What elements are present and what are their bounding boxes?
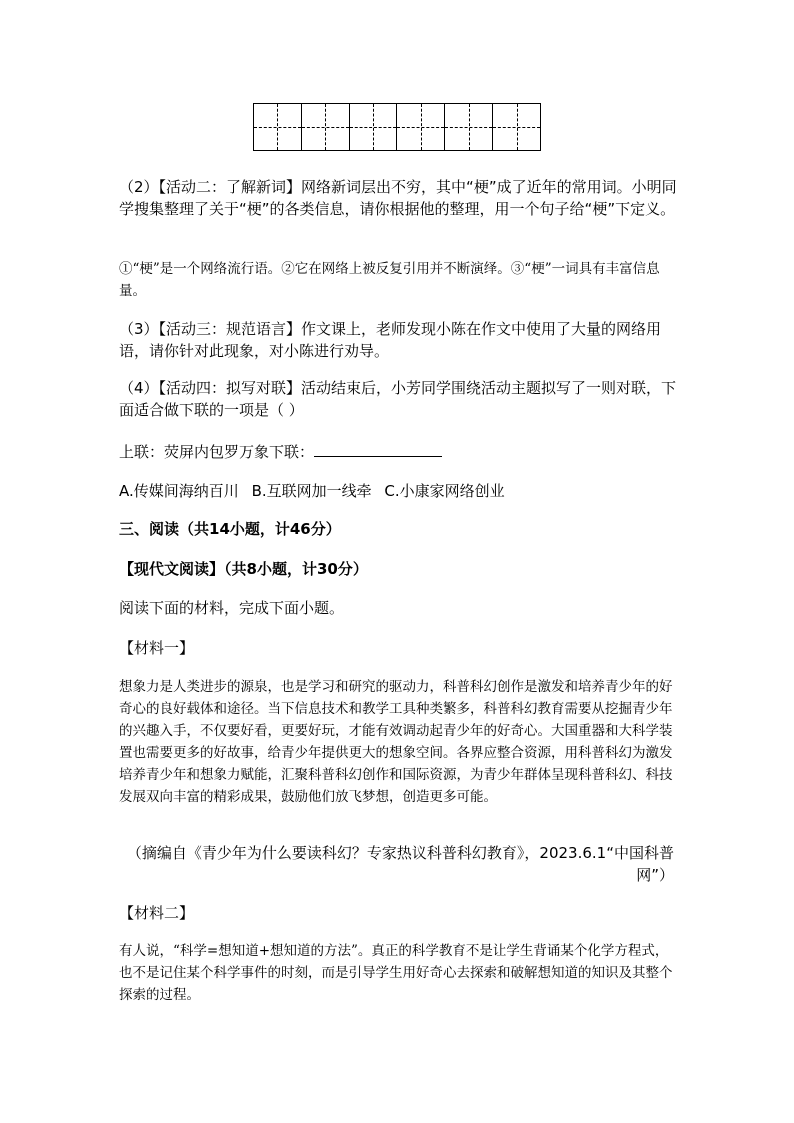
material-1-text: 想象力是人类进步的源泉，也是学习和研究的驱动力，科普科幻创作是激发和培养青少年的好奇心的良好载体和途径。当下信息技术和教学工具种类繁多，科普科幻教育需要从挖掘青少年的兴趣入手，不仅要好看，更要好玩，才能有效调动起青少年的好奇心。大国重器和大科学装置也需要更多的好故事，给青少年提供更大的想象空间。各界应整合资源，用科普科幻为激发培养青少年和想象力赋能，汇聚科普科幻创作和国际资源，为青少年群体呈现科普科幻、科技发展双向丰富的精彩成果，鼓励他们放飞梦想，创造更多可能。 [119,679,673,805]
answer-blank [314,440,442,457]
grid-cell [350,104,398,150]
material-1-label: 【材料一】 [119,639,195,657]
modern-reading-title: 【现代文阅读】（共8小题，计30分） [119,560,368,578]
grid-cell [493,104,540,150]
options-line [119,480,679,502]
option-c: C.小康家网络创业 [384,482,505,500]
grid-cell [254,104,302,150]
material-1-source: （摘编自《青少年为什么要读科幻？专家热议科普科幻教育》，2023.6.1“中国科普网”） [126,844,674,884]
grid-cell [397,104,445,150]
option-b: B.互联网加一线牵 [251,482,372,500]
info-list: ①“梗”是一个网络流行语。②它在网络上被反复引用并不断演绎。③“梗”一词具有丰富信息量。 [119,261,660,299]
grid-cell [302,104,350,150]
section-3-title: 三、阅读（共14小题，计46分） [119,520,341,538]
material-2-label: 【材料二】 [119,904,195,922]
reading-instruction: 阅读下面的材料，完成下面小题。 [119,599,345,617]
answer-grid [253,103,541,151]
couplet-line [119,440,679,463]
couplet-prefix: 上联：荧屏内包罗万象下联： [119,443,315,461]
material-2-text: 有人说，“科学=想知道+想知道的方法”。真正的科学教育不是让学生背诵某个化学方程式，也不是记住某个科学事件的时刻，而是引导学生用好奇心去探索和破解想知道的知识及其整个探索的过程。 [119,943,673,1003]
grid-cell [445,104,493,150]
question-4: （4）【活动四：拟写对联】活动结束后，小芳同学围绕活动主题拟写了一则对联，下面适合做下联的一项是（ ） [119,379,677,419]
question-3: （3）【活动三：规范语言】作文课上，老师发现小陈在作文中使用了大量的网络用语，请你针对此现象，对小陈进行劝导。 [119,320,662,360]
question-2: （2）【活动二：了解新词】网络新词层出不穷，其中“梗”成了近年的常用词。小明同学搜集整理了关于“梗”的各类信息，请你根据他的整理，用一个句子给“梗”下定义。 [119,178,677,218]
option-a: A.传媒间海纳百川 [119,482,239,500]
